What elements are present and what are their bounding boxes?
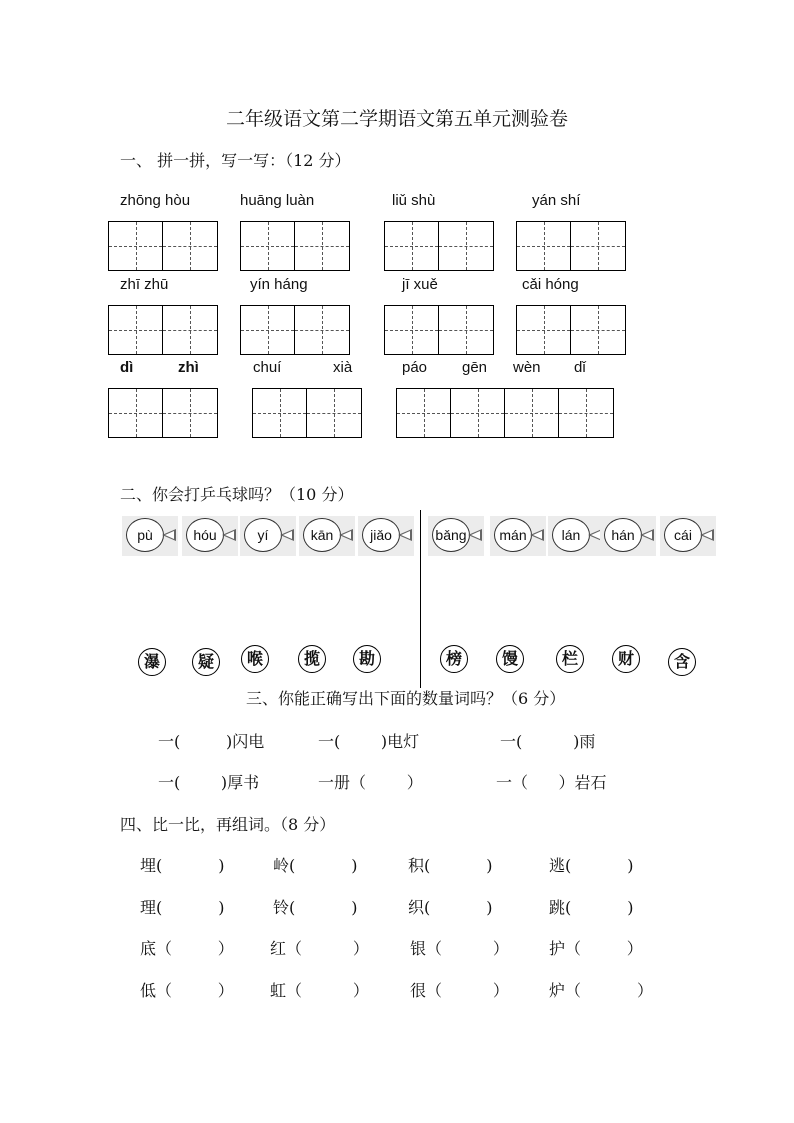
table-tennis-net bbox=[420, 510, 421, 688]
measure-word-item[interactable]: 一( )厚书 bbox=[158, 773, 260, 792]
paddle-lan[interactable] bbox=[548, 516, 604, 556]
character-ball[interactable]: 揽 bbox=[298, 645, 326, 673]
compare-word-item[interactable]: 逃( ) bbox=[549, 856, 634, 875]
character-ball[interactable]: 喉 bbox=[241, 645, 269, 673]
paddle-handle-icon bbox=[339, 529, 353, 541]
writing-grid[interactable] bbox=[108, 388, 218, 438]
compare-word-item[interactable]: 岭( ) bbox=[273, 856, 358, 875]
compare-word-item[interactable]: 红（ ） bbox=[270, 939, 369, 958]
compare-word-item[interactable]: 炉（ ） bbox=[549, 981, 653, 1000]
compare-word-item[interactable]: 织( ) bbox=[408, 898, 493, 917]
measure-word-item[interactable]: 一册（ ） bbox=[318, 773, 423, 792]
measure-word-item[interactable]: 一( )电灯 bbox=[318, 732, 420, 751]
pinyin-label: jī xuě bbox=[402, 276, 438, 293]
section4-heading: 四、比一比，再组词。（8 分） bbox=[120, 815, 336, 834]
pinyin-ball: yí bbox=[244, 518, 282, 552]
paddle-handle-icon bbox=[398, 529, 412, 541]
section2-heading: 二、你会打乒乓球吗？（10 分） bbox=[120, 485, 354, 504]
pinyin-ball: cái bbox=[664, 518, 702, 552]
section1-heading: 一、 拼一拼，写一写：（12 分） bbox=[120, 151, 351, 170]
writing-grid[interactable] bbox=[516, 221, 626, 271]
paddle-cai[interactable] bbox=[660, 516, 716, 556]
pinyin-label: páo bbox=[402, 359, 428, 376]
compare-word-item[interactable]: 铃( ) bbox=[273, 898, 358, 917]
paddle-hou[interactable] bbox=[182, 516, 238, 556]
compare-word-item[interactable]: 银（ ） bbox=[410, 939, 509, 958]
compare-word-item[interactable]: 很（ ） bbox=[410, 981, 509, 1000]
paddle-jiao[interactable] bbox=[358, 516, 414, 556]
measure-word-item[interactable]: 一( )雨 bbox=[500, 732, 596, 751]
pinyin-label: zhōng hòu bbox=[120, 192, 191, 209]
paddle-pu[interactable] bbox=[122, 516, 178, 556]
compare-word-item[interactable]: 跳( ) bbox=[549, 898, 634, 917]
measure-word-item[interactable]: 一( )闪电 bbox=[158, 732, 265, 751]
writing-grid[interactable] bbox=[108, 221, 218, 271]
pinyin-label: yín háng bbox=[250, 276, 308, 293]
character-ball[interactable]: 勘 bbox=[353, 645, 381, 673]
compare-word-item[interactable]: 低（ ） bbox=[140, 981, 234, 1000]
character-ball[interactable]: 财 bbox=[612, 645, 640, 673]
pinyin-label: liǔ shù bbox=[392, 192, 436, 209]
pinyin-ball: hóu bbox=[186, 518, 224, 552]
pinyin-label: huāng luàn bbox=[240, 192, 315, 209]
character-ball[interactable]: 馒 bbox=[496, 645, 524, 673]
pinyin-ball: kān bbox=[303, 518, 341, 552]
paddle-kan[interactable] bbox=[299, 516, 355, 556]
paddle-handle-icon bbox=[468, 529, 482, 541]
measure-word-item[interactable]: 一（ ）岩石 bbox=[496, 773, 607, 792]
pinyin-label: wèn bbox=[513, 359, 541, 376]
pinyin-ball: hán bbox=[604, 518, 642, 552]
character-ball[interactable]: 疑 bbox=[192, 648, 220, 676]
page-title: 二年级语文第二学期语文第五单元测验卷 bbox=[225, 108, 568, 130]
paddle-han[interactable] bbox=[600, 516, 656, 556]
pinyin-ball: mán bbox=[494, 518, 532, 552]
paddle-handle-icon bbox=[162, 529, 176, 541]
compare-word-item[interactable]: 底（ ） bbox=[140, 939, 234, 958]
pinyin-label: xià bbox=[333, 359, 353, 376]
paddle-bang[interactable] bbox=[428, 516, 484, 556]
character-ball[interactable]: 瀑 bbox=[138, 648, 166, 676]
paddle-yi[interactable] bbox=[240, 516, 296, 556]
pinyin-ball: bǎng bbox=[432, 518, 470, 552]
paddle-handle-icon bbox=[700, 529, 714, 541]
compare-word-item[interactable]: 积( ) bbox=[408, 856, 493, 875]
pinyin-label: cǎi hóng bbox=[522, 276, 579, 293]
writing-grid[interactable] bbox=[252, 388, 362, 438]
character-ball[interactable]: 含 bbox=[668, 648, 696, 676]
writing-grid[interactable] bbox=[240, 305, 350, 355]
pinyin-label: chuí bbox=[253, 359, 282, 376]
paddle-handle-icon bbox=[222, 529, 236, 541]
compare-word-item[interactable]: 理( ) bbox=[140, 898, 225, 917]
writing-grid[interactable] bbox=[240, 221, 350, 271]
paddle-handle-icon bbox=[530, 529, 544, 541]
pinyin-label: yán shí bbox=[532, 192, 581, 209]
writing-grid[interactable] bbox=[384, 221, 494, 271]
paddle-handle-icon bbox=[640, 529, 654, 541]
writing-grid[interactable] bbox=[384, 305, 494, 355]
pinyin-label: zhì bbox=[178, 359, 199, 376]
pinyin-ball: lán bbox=[552, 518, 590, 552]
pinyin-label: zhī zhū bbox=[120, 276, 169, 293]
writing-grid[interactable] bbox=[396, 388, 614, 438]
paddle-handle-icon bbox=[280, 529, 294, 541]
character-ball[interactable]: 栏 bbox=[556, 645, 584, 673]
pinyin-ball: pù bbox=[126, 518, 164, 552]
writing-grid[interactable] bbox=[108, 305, 218, 355]
section3-heading: 三、你能正确写出下面的数量词吗？（6 分） bbox=[246, 689, 566, 708]
paddle-man[interactable] bbox=[490, 516, 546, 556]
compare-word-item[interactable]: 护（ ） bbox=[549, 939, 643, 958]
pinyin-label: dì bbox=[120, 359, 134, 376]
writing-grid[interactable] bbox=[516, 305, 626, 355]
pinyin-ball: jiǎo bbox=[362, 518, 400, 552]
pinyin-label: dǐ bbox=[574, 359, 586, 376]
pinyin-label: gēn bbox=[462, 359, 488, 376]
character-ball[interactable]: 榜 bbox=[440, 645, 468, 673]
compare-word-item[interactable]: 埋( ) bbox=[140, 856, 225, 875]
compare-word-item[interactable]: 虹（ ） bbox=[270, 981, 369, 1000]
